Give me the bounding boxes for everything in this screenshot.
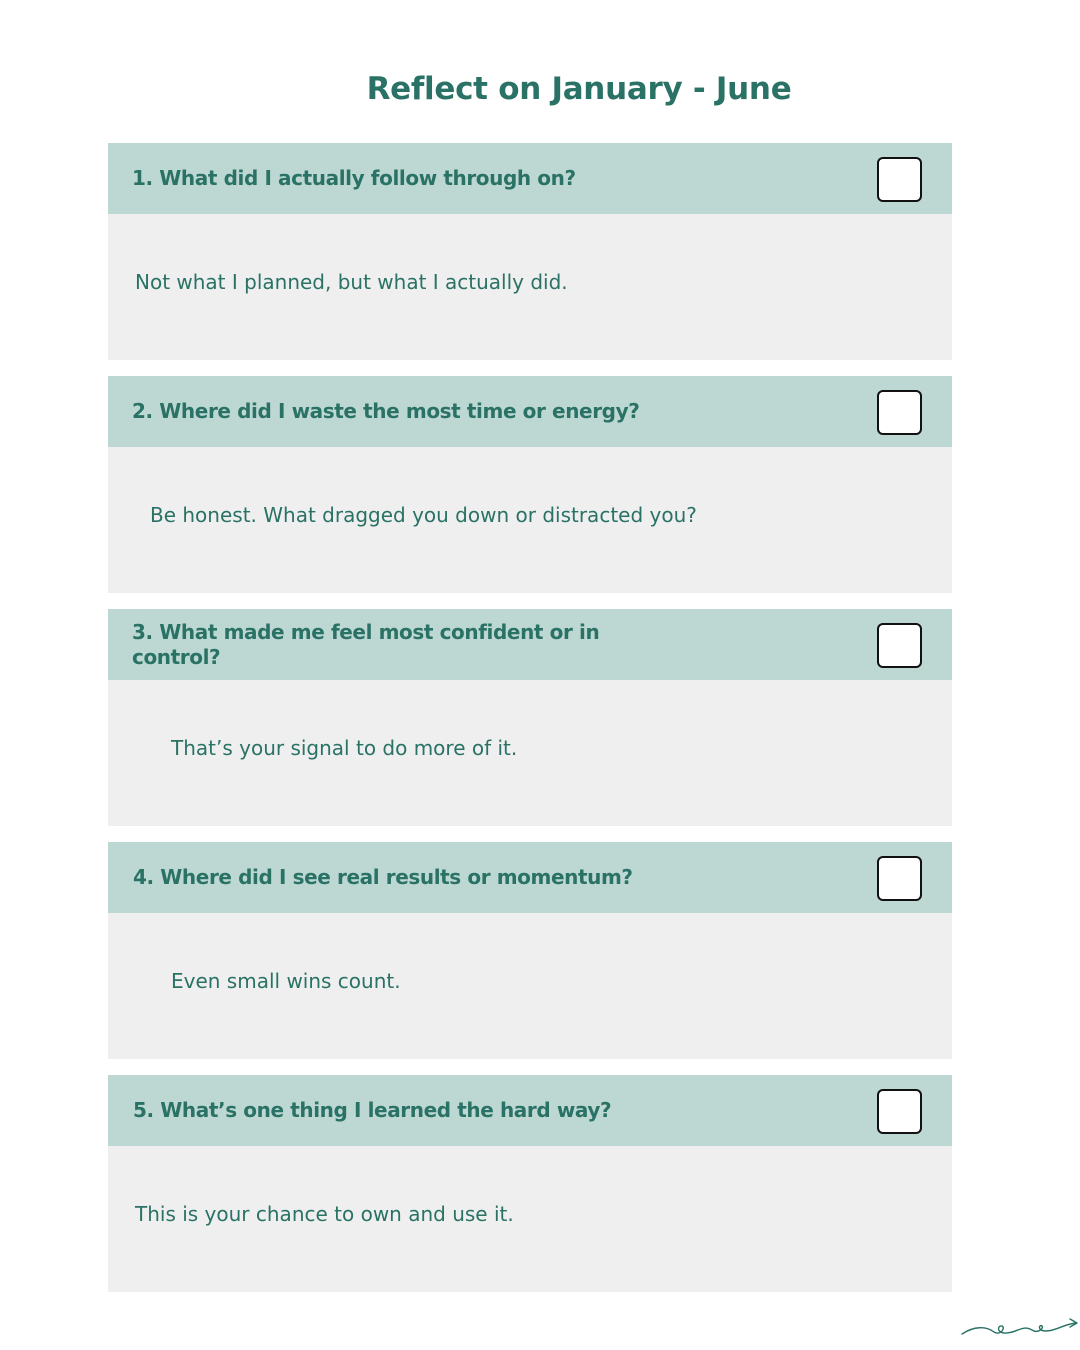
empty-checkbox-icon[interactable] xyxy=(877,623,922,668)
question-text: 5. What’s one thing I learned the hard way? xyxy=(133,1098,612,1122)
question-header xyxy=(108,842,952,913)
answer-area[interactable] xyxy=(108,680,952,826)
answer-area[interactable] xyxy=(108,1146,952,1292)
empty-checkbox-icon[interactable] xyxy=(877,1089,922,1134)
question-text: 2. Where did I waste the most time or energy? xyxy=(132,399,640,423)
question-hint: Be honest. What dragged you down or distracted you? xyxy=(150,503,697,527)
empty-checkbox-icon[interactable] xyxy=(877,157,922,202)
question-card-4 xyxy=(108,842,952,1059)
answer-area[interactable] xyxy=(108,214,952,360)
question-header xyxy=(108,609,952,680)
empty-checkbox-icon[interactable] xyxy=(877,856,922,901)
question-text: 4. Where did I see real results or momentum? xyxy=(133,865,633,889)
question-header xyxy=(108,1075,952,1146)
answer-area[interactable] xyxy=(108,913,952,1059)
question-hint: This is your chance to own and use it. xyxy=(135,1202,514,1226)
question-hint: Not what I planned, but what I actually did. xyxy=(135,270,568,294)
question-card-1 xyxy=(108,143,952,360)
question-text: 3. What made me feel most confident or in control? xyxy=(132,619,600,669)
squiggle-arrow-icon xyxy=(960,1316,1080,1342)
empty-checkbox-icon[interactable] xyxy=(877,390,922,435)
question-text: 1. What did I actually follow through on? xyxy=(132,166,576,190)
question-header xyxy=(108,376,952,447)
question-hint: Even small wins count. xyxy=(171,969,401,993)
question-hint: That’s your signal to do more of it. xyxy=(171,736,518,760)
question-card-5 xyxy=(108,1075,952,1292)
question-card-2 xyxy=(108,376,952,593)
question-header xyxy=(108,143,952,214)
answer-area[interactable] xyxy=(108,447,952,593)
page-title: Reflect on January - June xyxy=(366,71,792,107)
question-card-3 xyxy=(108,609,952,826)
